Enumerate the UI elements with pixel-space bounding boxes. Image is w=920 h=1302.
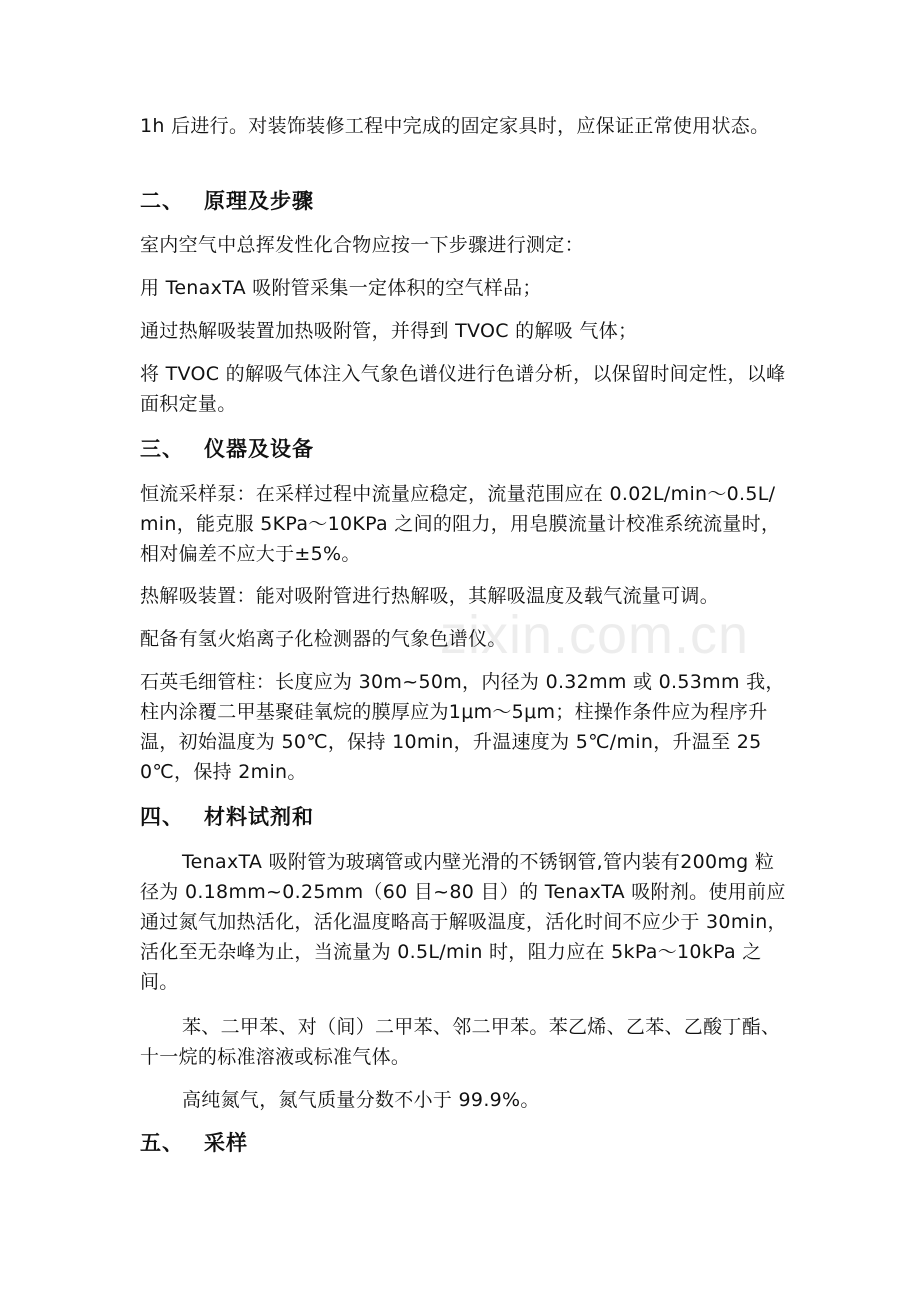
section-number: 五、 <box>140 1131 184 1155</box>
section-heading-4 <box>140 802 790 832</box>
section-number: 三、 <box>140 437 184 461</box>
paragraph: 通过热解吸装置加热吸附管，并得到 TVOC 的解吸 气体； <box>140 320 638 342</box>
paragraph: 石英毛细管柱：长度应为 30m~50m，内径为 0.32mm 或 0.53mm 我，柱内涂覆二甲基聚硅氧烷的膜厚应为1μm～5μm；柱操作条件应为程序升温，初始温度为 50℃，保持 10min，升温速度为 5℃/min，升温至 250℃，保持 2min。 <box>140 671 785 783</box>
section-heading-3 <box>140 434 790 464</box>
section-heading-5 <box>140 1128 790 1158</box>
section-title: 材料试剂和 <box>204 805 314 829</box>
section-number: 四、 <box>140 805 184 829</box>
watermark: zixin.com.cn <box>440 605 750 665</box>
paragraph: 苯、二甲苯、对（间）二甲苯、邻二甲苯。苯乙烯、乙苯、乙酸丁酯、十一烷的标准溶液或标准气体。 <box>140 1016 781 1068</box>
paragraph: 配备有氢火焰离子化检测器的气象色谱仪。 <box>140 628 507 650</box>
paragraph: 用 TenaxTA 吸附管采集一定体积的空气样品； <box>140 277 542 299</box>
paragraph: 室内空气中总挥发性化合物应按一下步骤进行测定： <box>140 234 584 256</box>
intro-paragraph: 1h 后进行。对装饰装修工程中完成的固定家具时，应保证正常使用状态。 <box>140 115 770 137</box>
section-heading-2 <box>140 186 790 216</box>
paragraph: 将 TVOC 的解吸气体注入气象色谱仪进行色谱分析，以保留时间定性，以峰面积定量。 <box>140 363 786 415</box>
paragraph: TenaxTA 吸附管为玻璃管或内壁光滑的不锈钢管,管内装有200mg 粒径为 0.18mm~0.25mm（60 目~80 目）的 TenaxTA 吸附剂。使用前应通过氮气加热活化，活化温度略高于解吸温度，活化时间不应少于 30min，活化至无杂峰为止，当流量为 0.5L/min 时，阻力应在 5kPa～10kPa 之间。 <box>140 851 787 993</box>
paragraph: 恒流采样泵：在采样过程中流量应稳定，流量范围应在 0.02L/min～0.5L/min，能克服 5KPa～10KPa 之间的阻力，用皂膜流量计校准系统流量时，相对偏差不应大于±5%。 <box>140 483 781 565</box>
paragraph: 高纯氮气，氮气质量分数不小于 99.9%。 <box>182 1089 540 1111</box>
section-title: 仪器及设备 <box>204 437 314 461</box>
paragraph: 热解吸装置：能对吸附管进行热解吸，其解吸温度及载气流量可调。 <box>140 585 720 607</box>
section-number: 二、 <box>140 189 184 213</box>
section-title: 采样 <box>204 1131 248 1155</box>
section-title: 原理及步骤 <box>204 189 314 213</box>
